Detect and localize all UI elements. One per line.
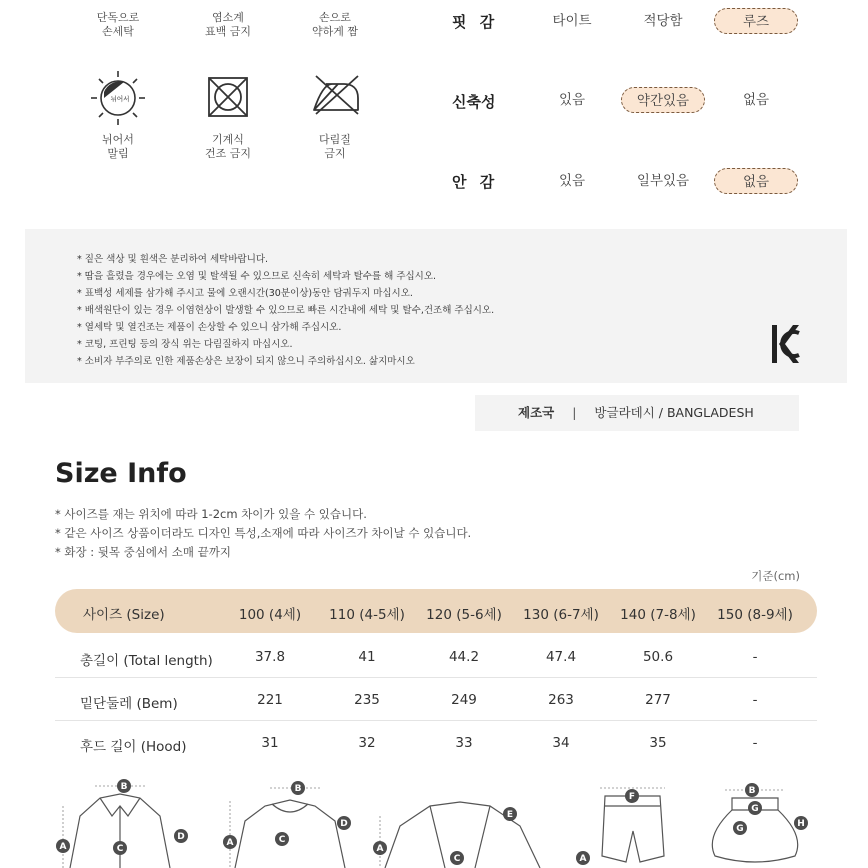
size-cell: - bbox=[752, 735, 758, 751]
origin-separator: | bbox=[572, 405, 577, 420]
notice-line: * 배색원단이 있는 경우 이염현상이 발생할 수 있으므로 빠른 시간내에 세탁 및 탈수,건조해 주십시오. bbox=[77, 305, 495, 316]
size-cell: 263 bbox=[548, 692, 574, 708]
size-row-label: 밑단둘레 (Bem) bbox=[80, 696, 178, 712]
size-cell: - bbox=[752, 649, 758, 665]
notice-line: * 짙은 색상 및 흰색은 분리하여 세탁바랍니다. bbox=[77, 254, 269, 265]
marker-c: C bbox=[116, 844, 124, 854]
care-label-hand-wash: 단독으로 손세탁 bbox=[96, 11, 140, 38]
care-label-sun-dry: 뉘어서 말림 bbox=[102, 133, 134, 160]
country-of-origin bbox=[475, 395, 799, 431]
unit-label: 기준(cm) bbox=[751, 569, 800, 583]
washing-notice-box bbox=[25, 229, 847, 383]
notice-line: * 코팅, 프린팅 등의 장식 위는 다림질하지 마십시오. bbox=[77, 339, 293, 350]
row-divider bbox=[55, 720, 817, 721]
no-tumble-dry-icon bbox=[205, 74, 251, 120]
origin-label: 제조국 bbox=[518, 405, 555, 420]
size-cell: 31 bbox=[261, 735, 279, 751]
marker-e: E bbox=[506, 810, 514, 820]
marker-g: G bbox=[736, 824, 744, 834]
marker-a: A bbox=[59, 842, 67, 852]
feel-row-stretch-label: 신축성 bbox=[452, 93, 496, 111]
size-cell: 249 bbox=[451, 692, 477, 708]
size-cell: 221 bbox=[257, 692, 283, 708]
size-note: * 화장 : 뒷목 중심에서 소매 끝까지 bbox=[55, 545, 231, 559]
size-col-header: 130 (6-7세) bbox=[523, 607, 599, 623]
marker-b: B bbox=[294, 784, 302, 794]
size-cell: - bbox=[752, 692, 758, 708]
size-info-title: Size Info bbox=[55, 458, 187, 489]
size-header-label: 사이즈 (Size) bbox=[83, 607, 165, 623]
size-cell: 235 bbox=[354, 692, 380, 708]
size-cell: 33 bbox=[455, 735, 473, 751]
lining-option-partial: 일부있음 bbox=[636, 173, 690, 189]
size-cell: 37.8 bbox=[254, 649, 286, 665]
care-label-no-bleach: 염소계 표백 금지 bbox=[204, 11, 251, 38]
size-cell: 32 bbox=[358, 735, 376, 751]
marker-d: D bbox=[340, 819, 348, 829]
marker-a: A bbox=[226, 838, 234, 848]
care-label-no-iron: 다림질 금지 bbox=[319, 133, 351, 160]
size-col-header: 100 (4세) bbox=[238, 607, 302, 623]
size-row-label: 후드 길이 (Hood) bbox=[80, 739, 187, 755]
size-cell: 35 bbox=[649, 735, 667, 751]
notice-line: * 표백성 세제를 삼가해 주시고 물에 오랜시간(30분이상)동안 담궈두지 마십시오. bbox=[77, 288, 413, 299]
marker-d: D bbox=[177, 832, 185, 842]
size-note: * 사이즈를 재는 위치에 따라 1-2cm 차이가 있을 수 있습니다. bbox=[55, 507, 367, 521]
size-note: * 같은 사이즈 상품이더라도 디자인 특성,소재에 따라 사이즈가 차이날 수 있습니다. bbox=[55, 526, 472, 540]
row-divider bbox=[55, 677, 817, 678]
lining-option-yes: 있음 bbox=[558, 173, 586, 189]
marker-h: H bbox=[797, 819, 805, 829]
size-cell: 44.2 bbox=[448, 649, 480, 665]
size-col-header: 110 (4-5세) bbox=[329, 607, 405, 623]
marker-f: F bbox=[628, 792, 636, 802]
notice-line: * 땀을 흘렸을 경우에는 오염 및 탈색될 수 있으므로 신속히 세탁과 탈수를 해 주십시오. bbox=[77, 271, 437, 282]
stretch-option-slight: 약간있음 bbox=[621, 87, 705, 113]
size-cell: 47.4 bbox=[545, 649, 577, 665]
size-cell: 277 bbox=[645, 692, 671, 708]
size-col-header: 150 (8-9세) bbox=[717, 607, 793, 623]
care-label-no-tumble: 기계식 건조 금지 bbox=[204, 133, 251, 160]
stretch-option-no: 없음 bbox=[742, 92, 770, 108]
marker-c: C bbox=[278, 835, 286, 845]
origin-value: 방글라데시 / BANGLADESH bbox=[594, 405, 754, 420]
measurement-diagrams bbox=[0, 776, 868, 868]
stretch-option-yes: 있음 bbox=[558, 92, 586, 108]
marker-c: C bbox=[453, 854, 461, 864]
size-cell: 41 bbox=[358, 649, 376, 665]
size-col-header: 140 (7-8세) bbox=[620, 607, 696, 623]
fit-option-tight: 타이트 bbox=[552, 13, 592, 29]
marker-a: A bbox=[376, 844, 384, 854]
marker-b: B bbox=[120, 782, 128, 792]
notice-line: * 소비자 부주의로 인한 제품손상은 보장이 되지 않으니 주의하십시오. 삶지마시오 bbox=[77, 356, 415, 367]
kc-mark-icon bbox=[771, 323, 801, 365]
marker-a: A bbox=[579, 854, 587, 864]
feel-row-lining-label: 안 감 bbox=[452, 173, 499, 191]
size-cell: 34 bbox=[552, 735, 570, 751]
care-label-gentle-wring: 손으로 약하게 짬 bbox=[311, 11, 358, 38]
feel-row-fit-label: 핏 감 bbox=[452, 13, 499, 31]
fit-option-regular: 적당함 bbox=[643, 13, 683, 29]
marker-b: B bbox=[748, 786, 756, 796]
size-cell: 50.6 bbox=[642, 649, 674, 665]
fit-option-loose: 루즈 bbox=[714, 8, 798, 34]
marker-g: G bbox=[751, 804, 759, 814]
notice-line: * 열세탁 및 열건조는 제품이 손상할 수 있으니 삼가해 주십시오. bbox=[77, 322, 342, 333]
size-col-header: 120 (5-6세) bbox=[426, 607, 502, 623]
no-iron-icon bbox=[308, 72, 364, 118]
size-row-label: 총길이 (Total length) bbox=[80, 653, 213, 669]
lining-option-none: 없음 bbox=[714, 168, 798, 194]
sun-dry-icon-text: 뉘어서 bbox=[110, 95, 130, 103]
sun-dry-icon bbox=[88, 68, 148, 128]
